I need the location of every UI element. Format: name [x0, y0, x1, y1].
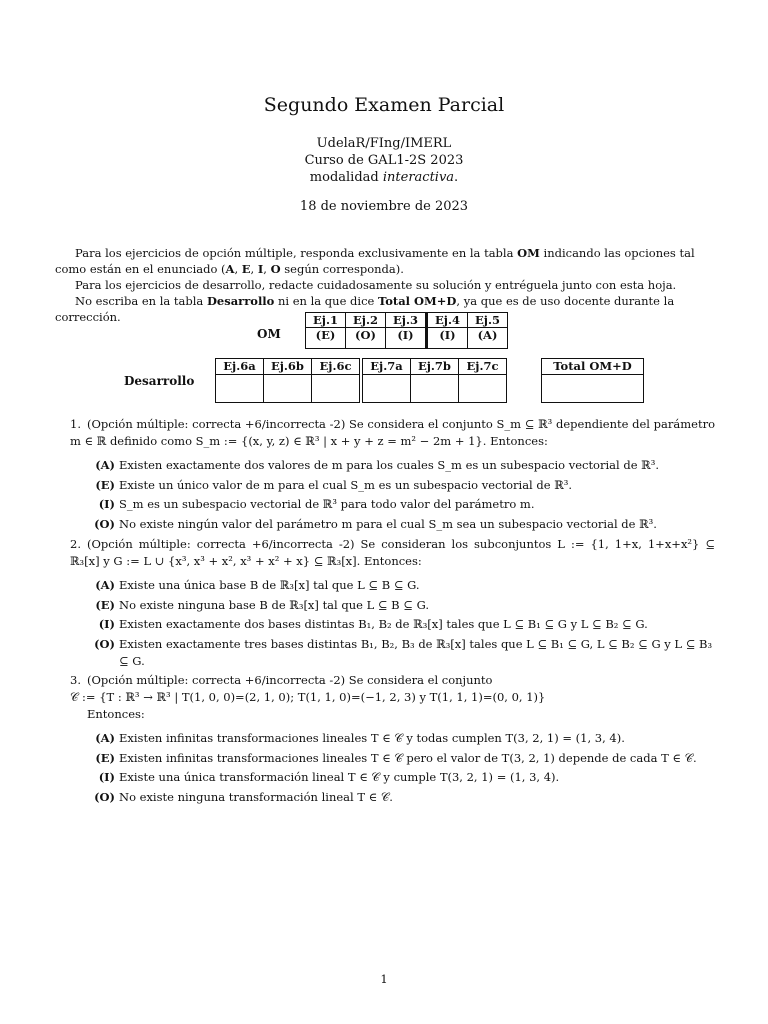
option-key: (A) — [95, 578, 115, 592]
dev-header: Ej.6a — [216, 359, 264, 375]
option-text: No existe ningún valor del parámetro m para el cual S_m sea un subespacio vectorial de ℝ³. — [119, 516, 657, 531]
option-key: (O) — [94, 789, 115, 804]
option — [70, 457, 715, 474]
instr-text: No escriba en la tabla — [75, 294, 207, 308]
total-table — [541, 358, 644, 403]
om-header: Ej.3 — [386, 313, 427, 328]
instr-bold: I — [257, 262, 264, 276]
option-text: No existe ninguna transformación lineal T ∈ 𝒞. — [119, 789, 393, 804]
option — [70, 616, 715, 633]
option-text: Existe una única transformación lineal T ∈ 𝒞 y cumple T(3, 2, 1) = (1, 3, 4). — [119, 770, 560, 784]
instr-bold: Total OM+D — [377, 294, 457, 308]
option — [70, 789, 715, 806]
om-answer-cell[interactable]: (E) — [306, 328, 346, 349]
question-1 — [70, 416, 715, 533]
dev-score-cell — [264, 375, 312, 403]
option-key: (A) — [95, 731, 115, 745]
modality-line — [0, 170, 768, 185]
instr-text: ni en la que dice — [274, 294, 378, 308]
modality-emph: interactiva — [382, 170, 455, 185]
modality-suffix: . — [454, 170, 459, 185]
question-stem — [70, 416, 715, 450]
dev-header: Ej.7c — [459, 359, 507, 375]
instruction-om — [55, 245, 715, 277]
om-table — [305, 312, 508, 349]
option-text: Existen exactamente dos valores de m para los cuales S_m es un subespacio vectorial de ℝ³. — [119, 458, 659, 472]
om-answer-cell[interactable]: (O) — [346, 328, 386, 349]
set-definition: 𝒞 := {T : ℝ³ → ℝ³ | T(1, 0, 0)=(2, 1, 0); T(1, 1, 0)=(−1, 2, 3) y T(1, 1, 1)=(0, 0, 1)} — [70, 690, 546, 704]
option-key: (E) — [95, 750, 115, 765]
question-number: 2. — [70, 537, 81, 551]
dev-label: Desarrollo — [124, 374, 195, 388]
instr-text: , — [234, 262, 242, 276]
option-text: Existe una única base B de ℝ₃[x] tal que L ⊆ B ⊆ G. — [119, 578, 420, 592]
option-key: (I) — [98, 617, 115, 631]
dev-score-cell — [361, 375, 411, 403]
total-score-cell — [542, 375, 644, 403]
dev-header: Ej.6c — [312, 359, 362, 375]
dev-header: Ej.7b — [411, 359, 459, 375]
instr-text: , — [263, 262, 271, 276]
option-key: (A) — [95, 458, 115, 472]
instr-bold: Desarrollo — [206, 294, 275, 308]
option-text: S_m es un subespacio vectorial de ℝ³ para todo valor del parámetro m. — [119, 497, 535, 511]
option-text: Existe un único valor de m para el cual S_m es un subespacio vectorial de ℝ³. — [119, 477, 573, 492]
option — [70, 730, 715, 747]
option-key: (O) — [94, 636, 115, 651]
option — [70, 597, 715, 614]
question-2 — [70, 536, 715, 670]
question-3 — [70, 672, 715, 806]
instr-text: según corresponda). — [280, 262, 404, 276]
om-answer-cell[interactable]: (I) — [427, 328, 468, 349]
institution-line: UdelaR/FIng/IMERL — [316, 136, 452, 151]
option-text: Existen exactamente dos bases distintas B₁, B₂ de ℝ₃[x] tales que L ⊆ B₁ ⊆ G y L ⊆ B₂ ⊆ G. — [119, 617, 648, 631]
option-key: (E) — [95, 477, 115, 492]
dev-header: Ej.7a — [361, 359, 411, 375]
instr-text: Para los ejercicios de opción múltiple, responda exclusivamente en la tabla — [75, 246, 518, 260]
option — [70, 636, 715, 670]
dev-header: Ej.6b — [264, 359, 312, 375]
om-header: Ej.1 — [306, 313, 346, 328]
om-label: OM — [257, 327, 281, 341]
option-text: No existe ninguna base B de ℝ₃[x] tal que L ⊆ B ⊆ G. — [119, 597, 430, 612]
instr-bold: OM — [517, 246, 540, 260]
instruction-dev: Para los ejercicios de desarrollo, redacte cuidadosamente su solución y entréguela junto con esta hoja. — [75, 278, 677, 292]
course-line: Curso de GAL1-2S 2023 — [304, 153, 464, 168]
question-stem — [70, 672, 715, 689]
option — [70, 496, 715, 513]
exam-title: Segundo Examen Parcial — [263, 94, 505, 116]
dev-score-cell — [459, 375, 507, 403]
instr-text: , ya que es de uso docente durante la corrección. — [55, 294, 675, 324]
instr-bold: A — [225, 262, 235, 276]
total-header: Total OM+D — [542, 359, 644, 375]
question-stem — [70, 536, 715, 570]
option — [70, 769, 715, 786]
option-text: Existen infinitas transformaciones lineales T ∈ 𝒞 y todas cumplen T(3, 2, 1) = (1, 3, 4). — [119, 731, 625, 745]
option-key: (O) — [94, 516, 115, 531]
om-answer-cell[interactable]: (A) — [468, 328, 508, 349]
om-header: Ej.5 — [468, 313, 508, 328]
instr-text: , — [250, 262, 258, 276]
instr-text: indicando las opciones tal como están en el enunciado ( — [55, 246, 695, 276]
question-number: 1. — [70, 417, 81, 431]
option — [70, 516, 715, 533]
om-header: Ej.4 — [427, 313, 468, 328]
question-stem-text: (Opción múltiple: correcta +6/incorrecta -2) Se considera el conjunto — [87, 673, 493, 687]
instr-bold: O — [270, 262, 281, 276]
om-answer-cell[interactable]: (I) — [386, 328, 427, 349]
option-text: Existen infinitas transformaciones lineales T ∈ 𝒞 pero el valor de T(3, 2, 1) depende de cada T ∈ 𝒞. — [119, 750, 697, 765]
option-key: (E) — [95, 597, 115, 612]
option — [70, 477, 715, 494]
option-key: (I) — [98, 497, 115, 511]
option-text: Existen exactamente tres bases distintas B₁, B₂, B₃ de ℝ₃[x] tales que L ⊆ B₁ ⊆ G, L ⊆ B₂ ⊆ G y L ⊆ B₃ ⊆ G. — [119, 636, 713, 668]
option — [70, 577, 715, 594]
question-stem-text: (Opción múltiple: correcta +6/incorrecta -2) Se consideran los subconjuntos L := {1, 1+x, 1+x+x²} ⊆ ℝ₃[x] y G := L ∪ {x³, x³ + x², x³ + x² + x} ⊆ ℝ₃[x]. Entonces: — [70, 537, 715, 568]
question-number: 3. — [70, 673, 81, 687]
dev-score-cell — [216, 375, 264, 403]
exam-date: 18 de noviembre de 2023 — [299, 199, 469, 214]
option-key: (I) — [98, 770, 115, 784]
instr-bold: E — [241, 262, 251, 276]
om-header: Ej.2 — [346, 313, 386, 328]
dev-score-cell — [312, 375, 362, 403]
modality-prefix: modalidad — [309, 170, 383, 185]
page-number: 1 — [380, 972, 388, 986]
option — [70, 750, 715, 767]
question-after-text: Entonces: — [87, 707, 145, 721]
dev-score-cell — [411, 375, 459, 403]
question-stem-text: (Opción múltiple: correcta +6/incorrecta -2) Se considera el conjunto S_m ⊆ ℝ³ dependiente del parámetro m ∈ ℝ definido como S_m := {(x, y, z) ∈ ℝ³ | x + y + z = m² − 2m + 1}. Entonces: — [70, 417, 715, 448]
dev-table — [215, 358, 507, 403]
